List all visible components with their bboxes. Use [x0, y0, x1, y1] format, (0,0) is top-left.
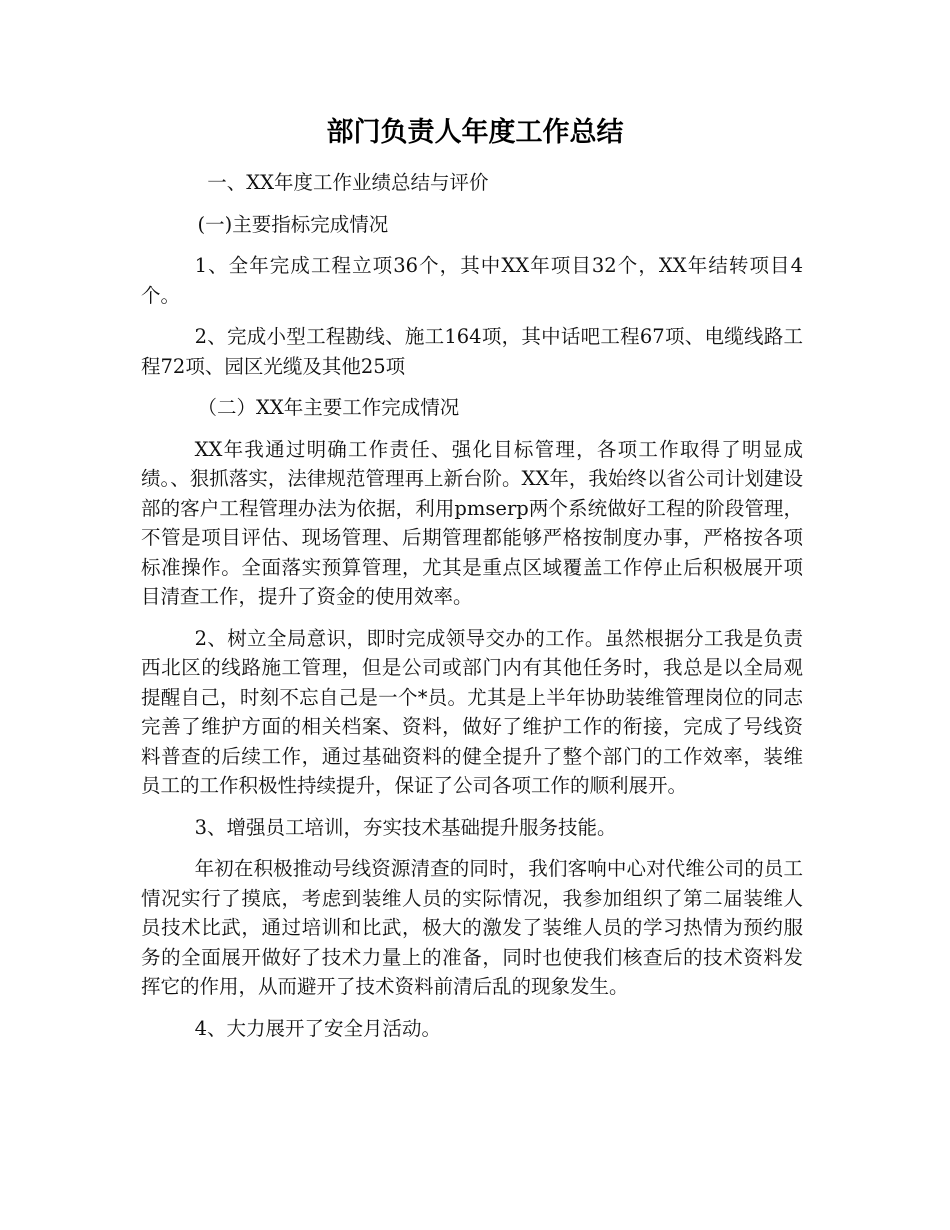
document-title: 部门负责人年度工作总结 [326, 117, 624, 148]
section-heading-1: 一、XX年度工作业绩总结与评价 [207, 171, 489, 194]
subsection-heading-1: (一)主要指标完成情况 [197, 212, 389, 236]
subsection-heading-2: （二）XX年主要工作完成情况 [197, 396, 460, 419]
paragraph-training-detail: 年初在积极推动号线资源清查的同时，我们客响中心对代维公司的员工情况实行了摸底，考虑到装维人员的实际情况，我参加组织了第二届装维人员技术比武，通过培训和比武，极大的激发了装维人员的学习热情为预约服务的全面展开做好了技术力量上的准备，同时也使我们核查后的技术资料发挥它的作用，从而避开了技术资料前清后乱的现象发生。 [141, 857, 803, 998]
paragraph-item-training: 3、增强员工培训，夯实技术基础提升服务技能。 [194, 815, 617, 839]
document-body [141, 168, 803, 1055]
paragraph-item-safety: 4、大力展开了安全月活动。 [194, 1016, 442, 1040]
paragraph-item-2: 2、完成小型工程勘线、施工164项，其中话吧工程67项、电缆线路工程72项、园区光缆及其他25项 [141, 325, 803, 378]
paragraph-overview: XX年我通过明确工作责任、强化目标管理，各项工作取得了明显成绩。、狠抓落实，法律规范管理再上新台阶。XX年，我始终以省公司计划建设部的客户工程管理办法为依据，利用pmserp两个系统做好工程的阶段管理，不管是项目评估、现场管理、后期管理都能够严格按制度办事，严格按各项标准操作。全面落实预算管理，尤其是重点区域覆盖工作停止后积极展开项目清查工作，提升了资金的使用效率。 [141, 437, 803, 608]
paragraph-item-global-awareness: 2、树立全局意识，即时完成领导交办的工作。虽然根据分工我是负责西北区的线路施工管理，但是公司或部门内有其他任务时，我总是以全局观提醒自己，时刻不忘自己是一个*员。尤其是上半年协助装维管理岗位的同志完善了维护方面的相关档案、资料，做好了维护工作的衔接，完成了号线资料普查的后续工作，通过基础资料的健全提升了整个部门的工作效率，装维员工的工作积极性持续提升，保证了公司各项工作的顺利展开。 [141, 626, 803, 797]
paragraph-item-1: 1、全年完成工程立项36个，其中XX年项目32个，XX年结转项目4个。 [141, 254, 803, 307]
